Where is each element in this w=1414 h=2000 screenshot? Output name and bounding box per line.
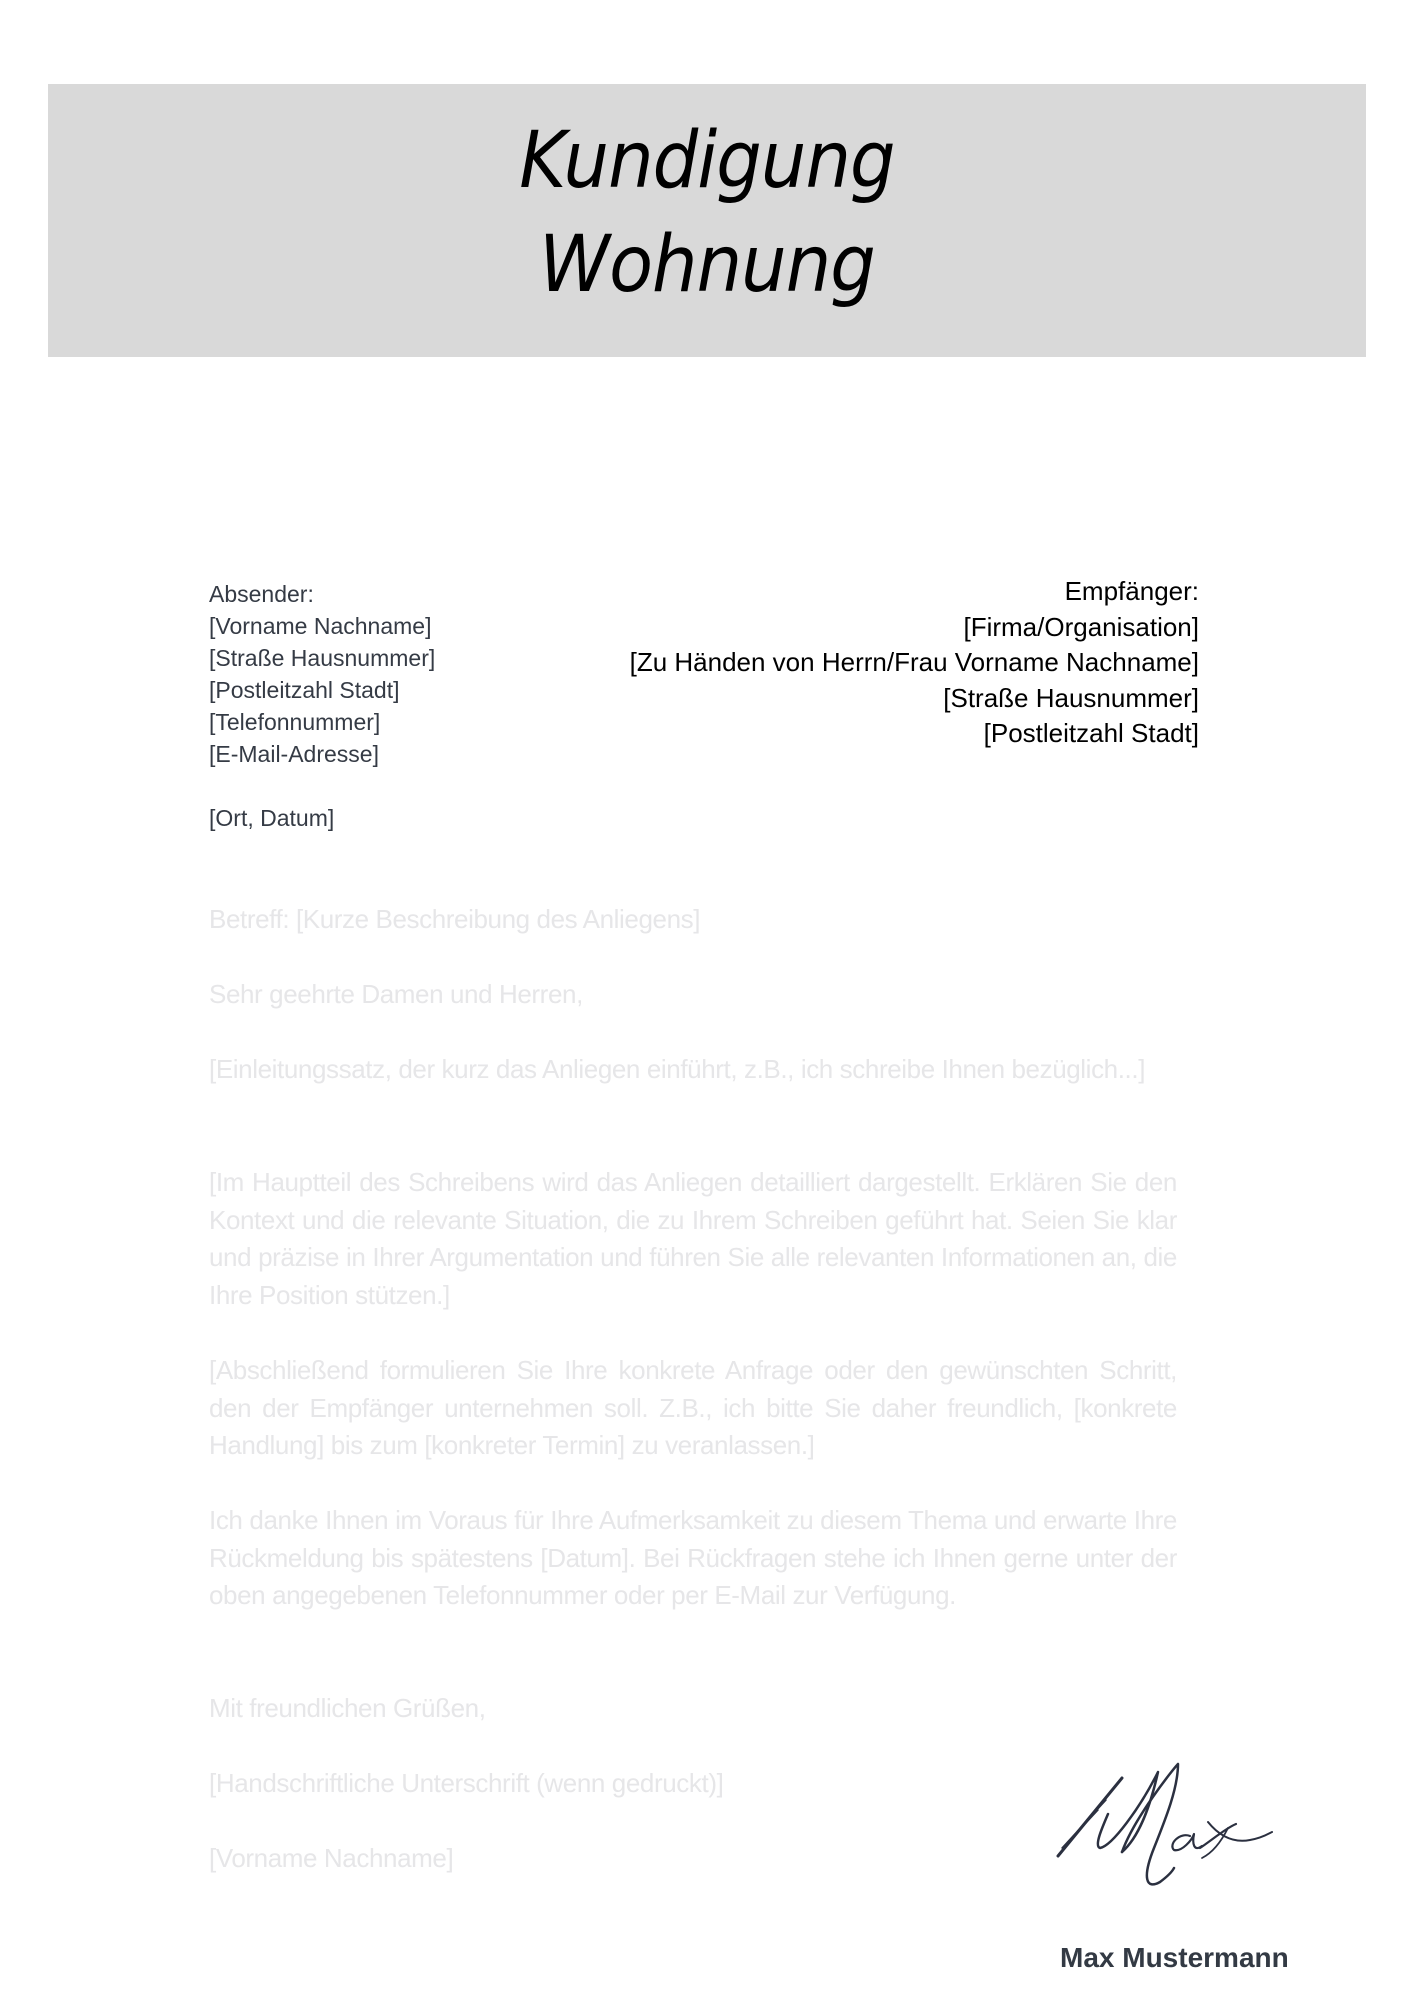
sender-email: [E-Mail-Adresse]: [209, 741, 379, 767]
recipient-postal-city: [Postleitzahl Stadt]: [983, 718, 1199, 748]
subject-line: Betreff: [Kurze Beschreibung des Anliegens]: [209, 904, 701, 934]
paragraph-thanks: Ich danke Ihnen im Voraus für Ihre Aufmerksamkeit zu diesem Thema und erwarte Ihre Rückmeldung bis spätestens [Datum]. Bei Rückfragen stehe ich Ihnen gerne unter der oben angegebenen Telefonnummer oder per E-Mail zur Verfügung.: [209, 1505, 1177, 1610]
paragraph-main: [Im Hauptteil des Schreibens wird das Anliegen detailliert dargestellt. Erklären Sie den Kontext und die relevante Situation, die zu Ihrem Schreiben geführt hat. Seien Sie klar und präzise in Ihrer Argumentation und führen Sie alle relevanten Informationen an, die Ihre Position stützen.]: [209, 1167, 1177, 1310]
signature-icon: [1050, 1748, 1280, 1893]
spacer: [209, 770, 435, 802]
sender-block: [209, 578, 435, 834]
place-date: [Ort, Datum]: [209, 805, 335, 831]
paragraph-intro: [Einleitungssatz, der kurz das Anliegen einführt, z.B., ich schreibe Ihnen bezüglich...]: [209, 1054, 1146, 1084]
closing: Mit freundlichen Grüßen,: [209, 1693, 486, 1723]
paragraph-request: [Abschließend formulieren Sie Ihre konkrete Anfrage oder den gewünschten Schritt, den der Empfänger unternehmen soll. Z.B., ich bitte Sie daher freundlich, [konkrete Handlung] bis zum [konkreter Termin] zu veranlassen.]: [209, 1355, 1177, 1460]
recipient-street: [Straße Hausnummer]: [943, 682, 1199, 713]
sender-name: [Vorname Nachname]: [209, 613, 432, 639]
header-band: [48, 84, 1366, 357]
signer-name: Max Mustermann: [1060, 1942, 1289, 1973]
recipient-company: [Firma/Organisation]: [963, 611, 1199, 642]
title-line-2: Wohnung: [539, 220, 875, 310]
sender-postal-city: [Postleitzahl Stadt]: [209, 677, 400, 703]
recipient-label: Empfänger:: [1064, 576, 1199, 606]
sender-phone: [Telefonnummer]: [209, 709, 381, 735]
recipient-attention: [Zu Händen von Herrn/Frau Vorname Nachname]: [629, 647, 1199, 677]
recipient-block: [630, 574, 1199, 752]
salutation: Sehr geehrte Damen und Herren,: [209, 979, 583, 1009]
name-placeholder: [Vorname Nachname]: [209, 1843, 454, 1873]
signature-placeholder: [Handschriftliche Unterschrift (wenn gedruckt)]: [209, 1768, 724, 1798]
sender-label: Absender:: [209, 581, 314, 607]
title-line-1: Kundigung: [519, 116, 895, 206]
sender-street: [Straße Hausnummer]: [209, 645, 436, 671]
